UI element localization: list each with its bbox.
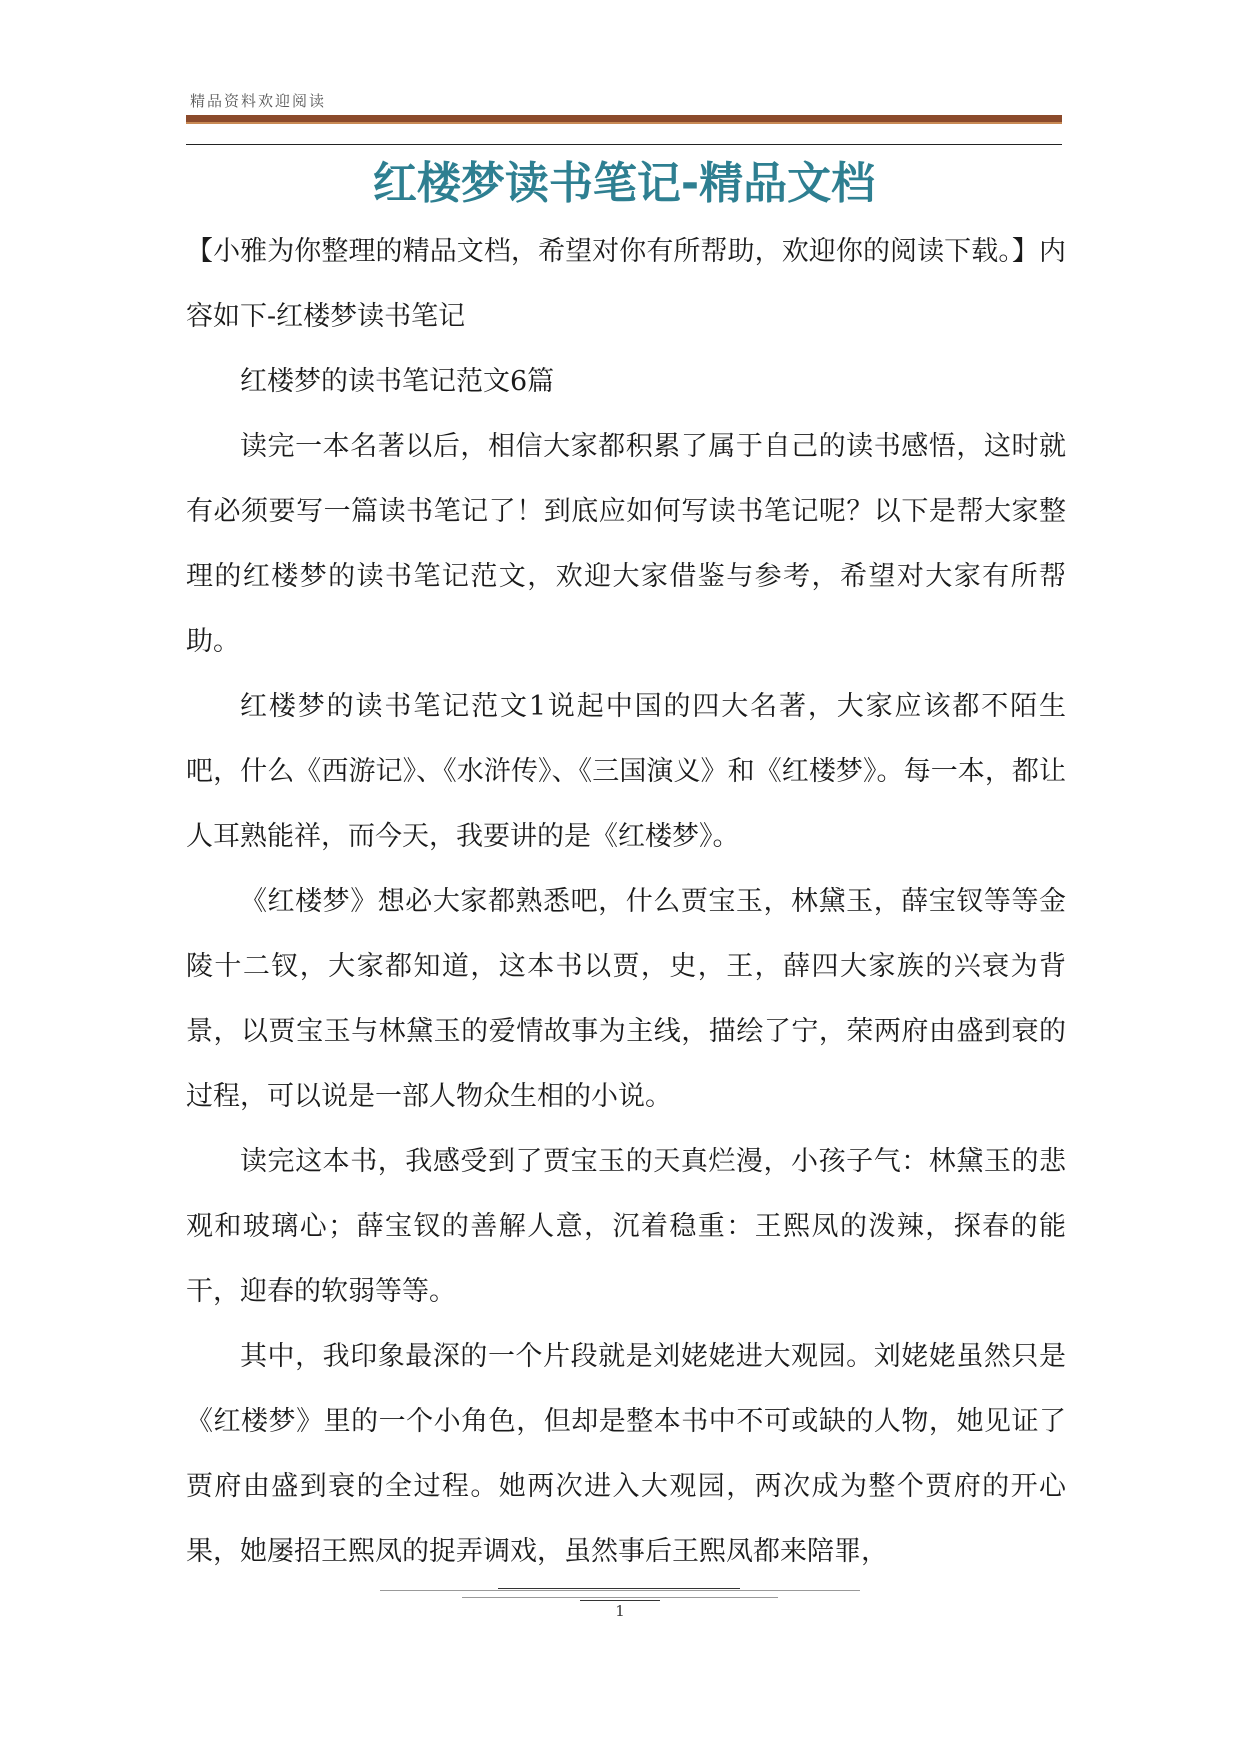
paragraph: 读完一本名著以后，相信大家都积累了属于自己的读书感悟，这时就有必须要写一篇读书笔记了！到底应如何写读书笔记呢？以下是帮大家整理的红楼梦的读书笔记范文，欢迎大家借鉴与参考，希望对大家有所帮助。 xyxy=(186,431,1066,657)
paragraph-subtitle: 红楼梦的读书笔记范文6篇 xyxy=(240,366,555,397)
paragraph: 其中，我印象最深的一个片段就是刘姥姥进大观园。刘姥姥虽然只是《红楼梦》里的一个小角色，但却是整本书中不可或缺的人物，她见证了贾府由盛到衰的全过程。她两次进入大观园，两次成为整个贾府的开心果，她屡招王熙凤的捉弄调戏，虽然事后王熙凤都来陪罪， xyxy=(186,1341,1066,1567)
document-title: 红楼梦读书笔记-精品文档 xyxy=(372,158,876,209)
footer-rule xyxy=(580,1600,660,1601)
paragraph: 红楼梦的读书笔记范文1说起中国的四大名著，大家应该都不陌生吧，什么《西游记》、《水浒传》、《三国演义》和《红楼梦》。每一本，都让人耳熟能祥，而今天，我要讲的是《红楼梦》。 xyxy=(186,691,1066,852)
header-rule-accent xyxy=(186,122,1062,124)
document-body xyxy=(186,219,1066,1584)
header-rule-thick xyxy=(186,115,1062,122)
footer-rule xyxy=(380,1590,860,1591)
footer-rule xyxy=(462,1597,778,1598)
header-text: 精品资料欢迎阅读 xyxy=(190,92,327,110)
header-rule-thin xyxy=(186,144,1062,145)
paragraph: 《红楼梦》想必大家都熟悉吧，什么贾宝玉，林黛玉，薛宝钗等等金陵十二钗，大家都知道，这本书以贾，史，王，薛四大家族的兴衰为背景，以贾宝玉与林黛玉的爱情故事为主线，描绘了宁，荣两府由盛到衰的过程，可以说是一部人物众生相的小说。 xyxy=(186,886,1066,1112)
page-number: 1 xyxy=(615,1602,625,1620)
paragraph: 读完这本书，我感受到了贾宝玉的天真烂漫，小孩子气：林黛玉的悲观和玻璃心；薛宝钗的善解人意，沉着稳重：王熙凤的泼辣，探春的能干，迎春的软弱等等。 xyxy=(186,1146,1066,1307)
footer-rule xyxy=(498,1588,740,1589)
paragraph-intro: 【小雅为你整理的精品文档，希望对你有所帮助，欢迎你的阅读下载。】内容如下-红楼梦读书笔记 xyxy=(186,236,1066,332)
